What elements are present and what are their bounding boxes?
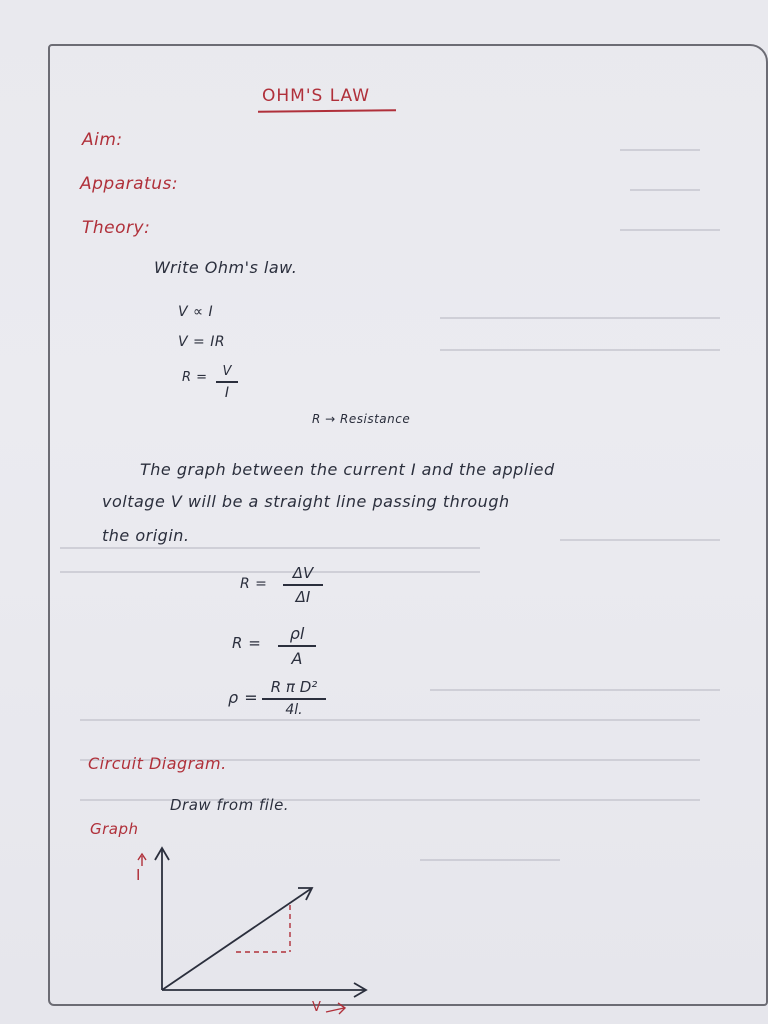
fraction-numerator: ρl — [289, 624, 305, 643]
paragraph-line-2: voltage V will be a straight line passing through — [102, 492, 510, 511]
fraction-numerator: V — [222, 364, 232, 379]
heading-graph: Graph — [90, 820, 139, 838]
page-title: OHM'S LAW — [262, 86, 371, 106]
fraction-denominator: 4l. — [285, 701, 303, 718]
vi-line — [162, 888, 312, 990]
fraction-denominator: I — [224, 384, 230, 401]
equation-proportional: V ∝ I — [178, 304, 214, 320]
equation-rho-lhs: ρ = — [228, 688, 259, 707]
equation-delta-lhs: R = — [240, 576, 268, 592]
equation-r-lhs: R = — [182, 370, 208, 385]
heading-aim: Aim: — [82, 130, 123, 150]
theory-instruction: Write Ohm's law. — [154, 258, 298, 277]
heading-theory: Theory: — [82, 218, 151, 238]
fraction-denominator: A — [291, 648, 303, 668]
fraction-denominator: ΔI — [295, 587, 311, 606]
circuit-note: Draw from file. — [170, 796, 290, 814]
paragraph-line-3: the origin. — [102, 526, 190, 545]
fraction-numerator: ΔV — [292, 564, 314, 582]
graph-y-label: I — [136, 866, 141, 884]
heading-circuit-diagram: Circuit Diagram. — [88, 754, 227, 773]
graph-x-label: V — [312, 1000, 322, 1015]
equation-ohms-law: V = IR — [178, 334, 226, 350]
resistance-note: R → Resistance — [312, 412, 411, 426]
fraction-numerator: R π D² — [270, 678, 318, 696]
equation-resistivity-lhs: R = — [232, 634, 262, 652]
heading-apparatus: Apparatus: — [80, 174, 179, 194]
paragraph-line-1: The graph between the current I and the applied — [140, 460, 555, 479]
